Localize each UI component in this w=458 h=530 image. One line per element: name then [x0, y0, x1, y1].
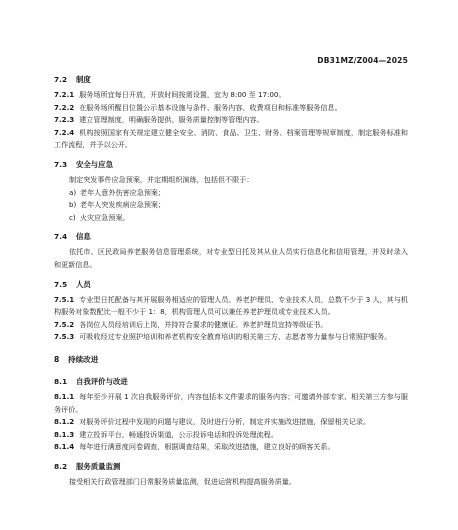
section-heading-7-2: 7.2 制度 [54, 75, 91, 84]
clause-7-2-2: 7.2.2 在服务场所醒目位置公示基本设施与条件、服务内容、收费项目和标准等服务信息。 [54, 102, 342, 112]
section-heading-8-1: 8.1 自我评价与改进 [54, 376, 128, 386]
list-item-c: c) 火灾应急预案。 [69, 212, 130, 222]
clause-8-1-3: 8.1.3 建立投诉平台，畅通投诉渠道，公示投诉电话和投诉处理流程。 [54, 429, 278, 439]
section-heading-7-5: 7.5 人员 [54, 279, 91, 289]
document-body [54, 74, 408, 488]
clause-7-2-1: 7.2.1 服务场所宜每日开放，开放时间按需设置，宜为 8:00 至 17:00。 [54, 90, 286, 99]
clause-7-2-4: 7.2.4 机构按照国家有关规定建立健全安全、消防、食品、卫生、财务、档案管理等规章制度，制定服务标准和工作流程，并予以公开。 [54, 127, 408, 150]
document-code: DB31MZ/Z004—2025 [317, 56, 408, 65]
clause-7-2-3: 7.2.3 建立管理制度，明确服务提供、服务质量控制等管理内容。 [54, 115, 264, 125]
section-heading-7-3: 7.3 安全与应急 [54, 159, 113, 169]
clause-8-1-1: 8.1.1 每年至少开展 1 次自我服务评价，内容包括本文件要求的服务内容；可邀请外部专家、相关第三方参与服务评价。 [54, 391, 408, 414]
clause-8-1-2: 8.1.2 对服务评价过程中发现的问题与建议，及时进行分析，制定并实施改进措施，保留相关记录。 [54, 417, 371, 427]
section-heading-8-2: 8.2 服务质量监测 [54, 461, 121, 471]
clause-7-3-intro: 制定突发事件应急预案，并定期组织演练，包括但不限于： [69, 174, 254, 184]
list-item-a: a) 老年人意外伤害应急预案； [69, 187, 166, 197]
clause-8-2-text: 接受相关行政管理部门日常服务质量监测，促进运营机构提高服务质量。 [69, 476, 296, 486]
clause-8-1-4: 8.1.4 每年进行满意度问卷调查，根据调查结果，采取改进措施，建立良好的顾客关系。 [54, 442, 335, 452]
clause-7-5-2: 7.5.2 各岗位人员经培训后上岗，并持符合要求的健康证。养老护理员宜持等级证书。 [54, 319, 328, 329]
list-item-b: b) 老年人突发疾病应急预案； [69, 200, 166, 210]
section-heading-7-4: 7.4 信息 [54, 232, 91, 242]
clause-7-5-1: 7.5.1 专业型日托配备与其开展服务相适应的管理人员、养老护理员、专业技术人员，总数不少于 3 人，其与机构服务对象数配比一般不少于 1：8，机构管理人员可以兼任养老护理员或专业技术人员。 [54, 294, 408, 317]
chapter-heading-8: 8 持续改进 [54, 354, 99, 364]
clause-7-5-3: 7.5.3 可吸收经过专业照护培训和养老机构安全教育培训的相关第三方、志愿者等力量参与日常照护服务。 [54, 332, 392, 342]
clause-7-4-text: 依托市、区民政局养老服务信息管理系统，对专业型日托及其从业人员实行信息化和信用管理，并及时录入和更新信息。 [54, 247, 408, 269]
